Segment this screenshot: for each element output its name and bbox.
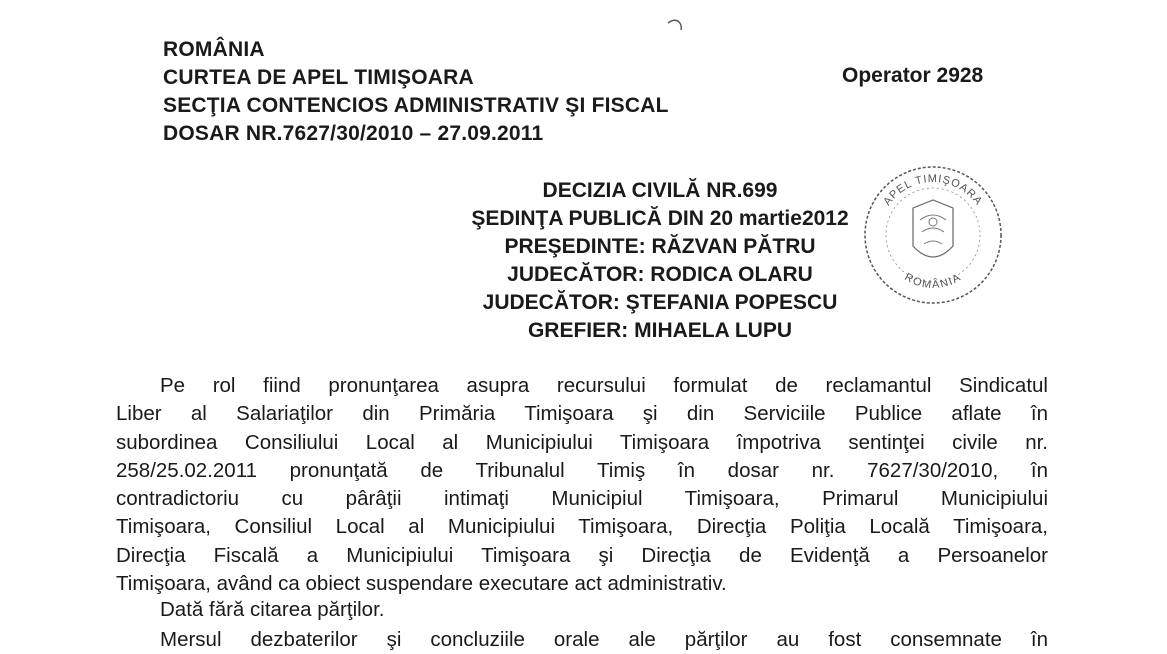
stamp-top-text: APEL TIMIŞOARA xyxy=(881,172,985,208)
clerk-line: GREFIER: MIHAELA LUPU xyxy=(527,319,793,342)
president-line: PREŞEDINTE: RĂZVAN PĂTRU xyxy=(504,235,816,258)
header-file-number: DOSAR NR.7627/30/2010 – 27.09.2011 xyxy=(163,122,544,145)
paragraph-2: Dată fără citarea părţilor. xyxy=(160,598,385,621)
paragraph-line: Timişoara, având ca obiect suspendare executare act administrativ. xyxy=(116,572,727,596)
paragraph-line: 258/25.02.2011 pronunţată de Tribunalul Timiş în dosar nr. 7627/30/2010, în xyxy=(116,458,1048,482)
paragraph-line: Pe rol fiind pronunţarea asupra recursului formulat de reclamantul Sindicatul xyxy=(160,374,1048,397)
court-seal-stamp xyxy=(858,160,1008,310)
paragraph-line: Timişoara, Consiliul Local al Municipiului Timişoara, Direcţia Poliţia Locală Timişoara, xyxy=(116,515,1048,539)
judge-2-line: JUDECĂTOR: ŞTEFANIA POPESCU xyxy=(482,291,838,314)
operator-number: Operator 2928 xyxy=(842,64,984,87)
paragraph-3 xyxy=(116,626,1048,654)
paragraph-line: Mersul dezbaterilor şi concluziile orale ale părţilor au fost consemnate în xyxy=(160,628,1048,651)
decision-title: DECIZIA CIVILĂ NR.699 xyxy=(542,179,778,202)
paragraph-1 xyxy=(116,372,1048,598)
header-country: ROMÂNIA xyxy=(163,38,265,61)
header-court: CURTEA DE APEL TIMIŞOARA xyxy=(163,66,474,89)
coat-of-arms-icon xyxy=(913,200,953,257)
paragraph-line: contradictoriu cu pârâţii intimaţi Municipiul Timişoara, Primarul Municipiului xyxy=(116,487,1048,511)
svg-text:ROMÂNIA xyxy=(902,271,963,291)
judge-1-line: JUDECĂTOR: RODICA OLARU xyxy=(507,263,813,286)
paragraph-line: subordinea Consiliului Local al Municipiului Timişoara împotriva sentinţei civile nr. xyxy=(116,430,1048,454)
scan-mark xyxy=(667,18,685,32)
session-date: ŞEDINŢA PUBLICĂ DIN 20 martie2012 xyxy=(471,207,849,230)
paragraph-line: Liber al Salariaţilor din Primăria Timişoara şi din Serviciile Publice aflate în xyxy=(116,402,1048,426)
paragraph-line: Direcţia Fiscală a Municipiului Timişoara şi Direcţia de Evidenţă a Persoanelor xyxy=(116,543,1048,567)
stamp-bottom-text: ROMÂNIA xyxy=(902,271,964,292)
header-section: SECŢIA CONTENCIOS ADMINISTRATIV ŞI FISCAL xyxy=(163,94,669,117)
